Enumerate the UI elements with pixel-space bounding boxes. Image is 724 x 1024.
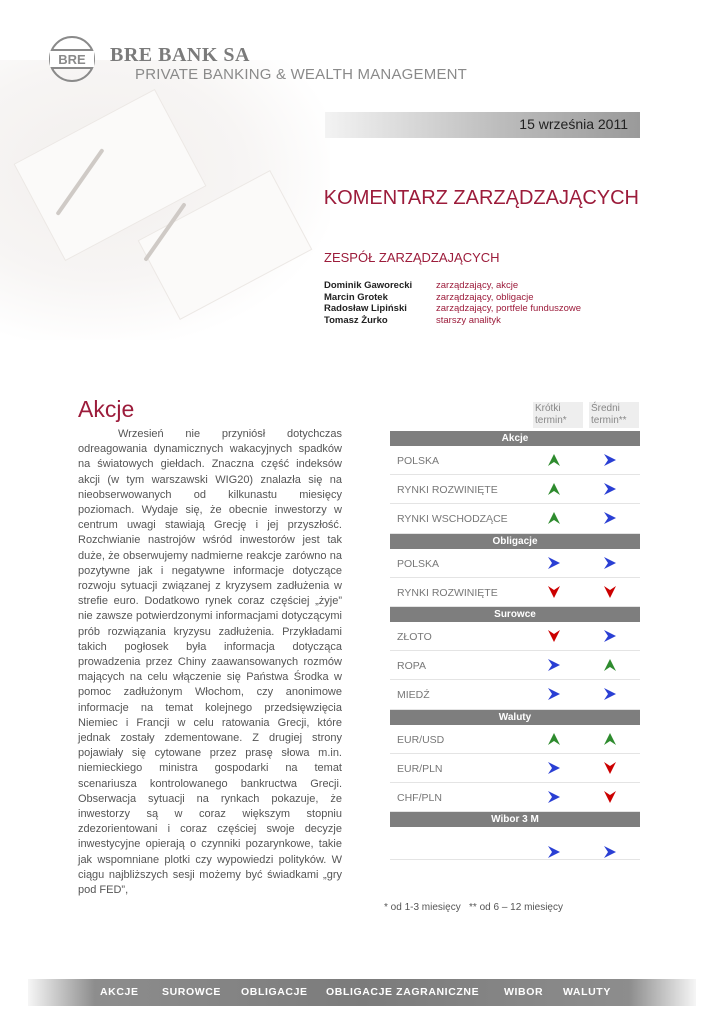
short-term-arrow-icon — [547, 511, 561, 525]
member-name: Radosław Lipiński — [324, 303, 407, 314]
row-label: EUR/PLN — [397, 762, 443, 775]
footer-item-surowce[interactable]: SUROWCE — [162, 986, 222, 998]
member-name: Tomasz Żurko — [324, 314, 388, 326]
footer-item-akcje[interactable]: AKCJE — [100, 986, 139, 998]
table-row — [390, 504, 640, 533]
short-term-arrow-icon — [547, 732, 561, 746]
section-header-obligacje: Obligacje — [390, 534, 640, 549]
team-member — [324, 292, 581, 304]
footer-item-wibor[interactable]: WIBOR — [504, 986, 544, 998]
table-row — [390, 578, 640, 607]
short-term-arrow-icon — [547, 761, 561, 775]
short-term-arrow-icon — [547, 585, 561, 599]
short-term-arrow-icon — [547, 482, 561, 496]
table-row — [390, 725, 640, 754]
article-body: Wrzesień nie przyniósł dotychczas odreagowania dynamicznych wakacyjnych spadków na światowych giełdach. Znaczna część indeksów akcji (w tym warszawski WIG20) znalazła się na nieobserwowanych od kilkunastu miesięcy poziomach. Wydaje się, że obecnie inwestorzy w centrum uwagi stawiają Grecję i jej przyszłość. Rozchwianie nastrojów wśród inwestorów jest tak duże, że obserwujemy nadmierne reakcje zarówno na pozytywne jak i negatywne informacje dotyczące rozwoju sytuacji związanej z kryzysem zadłużenia w strefie euro. Dodatkowo rynek coraz częściej „żyje” nie zawsze potwierdzonymi informacjami dotyczącymi prób rozwiązania kryzysu zadłużenia. Przykładami takich pogłosek była informacja dotycząca prowadzenia przez Chiny zaawansowanych rozmów mających na celu włączenie się Państwa Środka w pomoc zadłużonym Włochom, czy anonimowe informacje na temat kolejnego przedsięwzięcia Niemiec i Francji w celu ratowania Grecji, które jednak zostały zdementowane. Z drugiej strony pojawiały się cytowane przez prasę słowa m.in. niemieckiego ministra gospodarki na temat scenariusza kontrolowanego bankructwa Grecji. Obserwacja sytuacji na rynkach pokazuje, że inwestorzy są w coraz większym stopniu zdezorientowani i coraz częściej swoje decyzje inwestycyjne opierają o czynniki pozarynkowe, takie jak wspomniane plotki czy wypowiedzi polityków. W ciągu najbliższych sesji możemy być świadkami „gry pod FED”, — [78, 428, 342, 897]
short-term-arrow-icon — [547, 556, 561, 570]
row-label: ZŁOTO — [397, 630, 432, 643]
short-term-arrow-icon — [547, 845, 561, 859]
short-term-arrow-icon — [547, 453, 561, 467]
team-member — [324, 303, 581, 315]
issue-date: 15 września 2011 — [519, 116, 628, 132]
mid-term-arrow-icon — [603, 482, 617, 496]
row-label: CHF/PLN — [397, 791, 442, 804]
mid-term-arrow-icon — [603, 845, 617, 859]
table-row — [390, 827, 640, 860]
header-photo — [0, 60, 330, 340]
member-role: zarządzający, obligacje — [436, 291, 534, 303]
team-title: ZESPÓŁ ZARZĄDZAJĄCYCH — [324, 250, 500, 265]
row-label: RYNKI ROZWINIĘTE — [397, 586, 498, 599]
short-term-arrow-icon — [547, 658, 561, 672]
article-heading: Akcje — [78, 396, 135, 422]
mid-term-arrow-icon — [603, 790, 617, 804]
mid-term-arrow-icon — [603, 511, 617, 525]
row-label: RYNKI WSCHODZĄCE — [397, 513, 508, 526]
section-header-wibor: Wibor 3 M — [390, 812, 640, 827]
outlook-table — [390, 431, 640, 860]
table-row — [390, 475, 640, 504]
mid-term-arrow-icon — [603, 453, 617, 467]
mid-term-arrow-icon — [603, 761, 617, 775]
mid-term-arrow-icon — [603, 585, 617, 599]
logo-text: BRE — [58, 52, 86, 67]
member-name: Marcin Grotek — [324, 291, 388, 303]
table-row — [390, 754, 640, 783]
table-row — [390, 446, 640, 475]
table-row — [390, 651, 640, 680]
brand-name: BRE BANK SA — [110, 44, 250, 66]
row-label: POLSKA — [397, 455, 440, 467]
member-role: zarządzający, akcje — [436, 280, 519, 291]
section-header-waluty: Waluty — [390, 710, 640, 725]
section-header-surowce: Surowce — [390, 607, 640, 622]
mid-term-arrow-icon — [603, 732, 617, 746]
brand-subtitle: PRIVATE BANKING & WEALTH MANAGEMENT — [135, 66, 468, 83]
table-row — [390, 549, 640, 578]
table-row — [390, 680, 640, 709]
table-row — [390, 622, 640, 651]
member-role: zarządzający, portfele funduszowe — [436, 303, 582, 314]
row-label: POLSKA — [397, 557, 440, 570]
row-label: MIEDŹ — [397, 689, 430, 702]
row-label: RYNKI ROZWINIĘTE — [397, 484, 498, 497]
page-title: KOMENTARZ ZARZĄDZAJĄCYCH — [323, 187, 639, 209]
footer-item-obligacje-zagraniczne[interactable]: OBLIGACJE ZAGRANICZNE — [326, 986, 480, 998]
short-term-arrow-icon — [547, 629, 561, 643]
footer-nav — [28, 979, 696, 1006]
date-bar — [325, 112, 640, 138]
member-name: Dominik Gaworecki — [324, 280, 413, 291]
column-header-mid-term: Średni termin** — [589, 402, 639, 428]
row-label: EUR/USD — [397, 733, 445, 746]
table-footnote: * od 1-3 miesięcy ** od 6 – 12 miesięcy — [384, 902, 563, 913]
member-role: starszy analityk — [436, 314, 501, 326]
table-row — [390, 783, 640, 812]
bre-logo-icon — [48, 35, 96, 83]
team-member — [324, 280, 581, 292]
section-header-akcje: Akcje — [390, 431, 640, 446]
mid-term-arrow-icon — [603, 629, 617, 643]
short-term-arrow-icon — [547, 687, 561, 701]
mid-term-arrow-icon — [603, 687, 617, 701]
mid-term-arrow-icon — [603, 556, 617, 570]
team-member — [324, 315, 581, 327]
team-list — [324, 280, 581, 326]
mid-term-arrow-icon — [603, 658, 617, 672]
footer-item-waluty[interactable]: WALUTY — [563, 986, 611, 998]
row-label: ROPA — [397, 660, 426, 673]
short-term-arrow-icon — [547, 790, 561, 804]
footer-item-obligacje[interactable]: OBLIGACJE — [241, 986, 308, 998]
column-header-short-term: Krótki termin* — [533, 402, 583, 428]
